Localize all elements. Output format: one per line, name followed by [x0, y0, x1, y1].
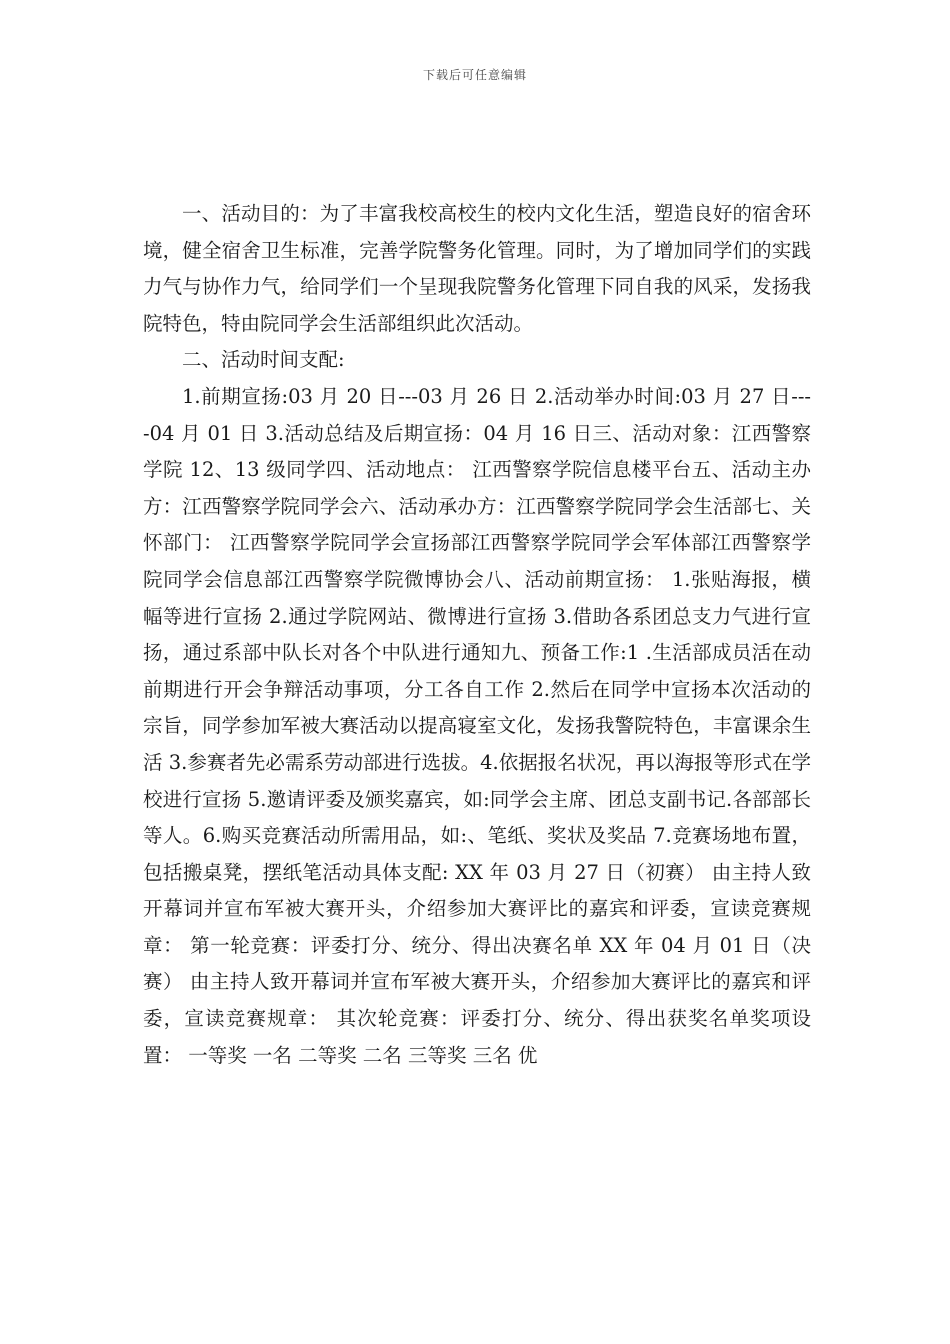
paragraph-schedule-heading: 二、活动时间支配:: [182, 348, 345, 372]
header-note: 下载后可任意编辑: [422, 68, 527, 82]
paragraph-details: 1.前期宣扬:03 月 20 日---03 月 26 日 2.活动举办时间:03 月 27 日----04 月 01 日 3.活动总结及后期宣扬：04 月 16 日三、活动对象：江西警察学院 12、13 级同学四、活动地点： 江西警察学院信息楼平台五、活动主办方：江西警察学院同学会六、活动承办方：江西警察学院同学会生活部七、关怀部门： 江西警察学院同学会宣扬部江西警察学院同学会军体部江西警察学院同学会信息部江西警察学院微博协会八、活动前期宣扬： 1.张贴海报，横幅等进行宣扬 2.通过学院网站、微博进行宣扬 3.借助各系团总支力气进行宣扬，通过系部中队长对各个中队进行通知九、预备工作:1 .生活部成员活在动前期进行开会争辩活动事项，分工各自工作 2.然后在同学中宣扬本次活动的宗旨，同学参加军被大赛活动以提高寝室文化，发扬我警院特色，丰富课余生活 3.参赛者先必需系劳动部进行选拔。4.依据报名状况，再以海报等形式在学校进行宣扬 5.邀请评委及颁奖嘉宾，如:同学会主席、团总支副书记.各部部长等人。6.购买竞赛活动所需用品，如:、笔纸、奖状及奖品 7.竞赛场地布置，包括搬桌凳，摆纸笔活动具体支配: XX 年 03 月 27 日（初赛） 由主持人致开幕词并宣布军被大赛开头，介绍参加大赛评比的嘉宾和评委，宣读竞赛规章： 第一轮竞赛：评委打分、统分、得出决赛名单 XX 年 04 月 01 日（决赛） 由主持人致开幕词并宣布军被大赛开头，介绍参加大赛评比的嘉宾和评委，宣读竞赛规章： 其次轮竞赛：评委打分、统分、得出获奖名单奖项设置： 一等奖 一名 二等奖 二名 三等奖 三名 优: [143, 384, 811, 1067]
paragraph-purpose: 一、活动目的：为了丰富我校高校生的校内文化生活，塑造良好的宿舍环境，健全宿舍卫生标准，完善学院警务化管理。同时，为了增加同学们的实践力气与协作力气，给同学们一个呈现我院警务化管理下同自我的风采，发扬我院特色，特由院同学会生活部组织此次活动。: [143, 202, 811, 335]
document-body: [143, 196, 811, 1074]
